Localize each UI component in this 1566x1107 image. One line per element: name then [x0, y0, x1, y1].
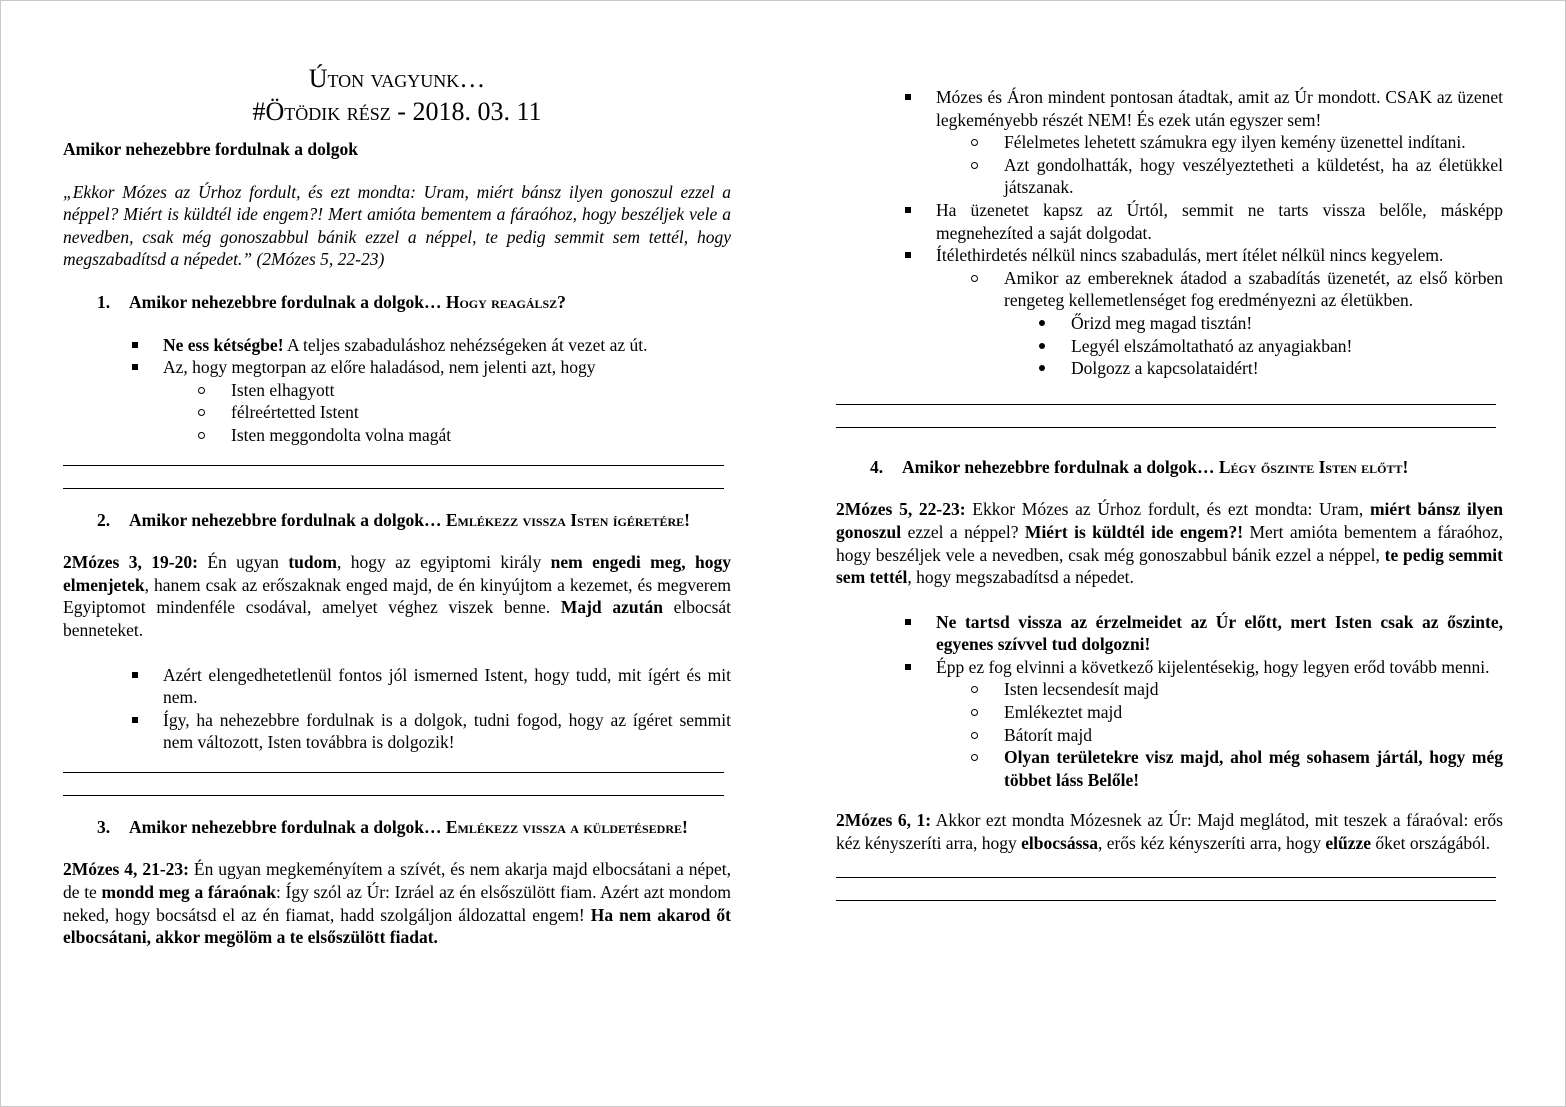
text-run: Mert amióta bementem a fáraóhoz, hogy beszéljek vele a nevedben, csak még gonoszabbul bánik ezzel a néppel, — [836, 521, 1503, 565]
square-bullet-icon — [905, 94, 911, 100]
text-run: , hogy megszabadítsd a népedet. — [907, 567, 1134, 588]
square-bullet-icon — [132, 672, 138, 678]
left-column — [63, 62, 731, 971]
list-item — [836, 357, 1503, 380]
section-4-bullets — [836, 611, 1503, 792]
title-line-1: Úton vagyunk… — [308, 64, 486, 93]
list-item — [63, 356, 731, 446]
notes-lines — [63, 772, 731, 796]
right-column — [836, 86, 1503, 921]
section-number: 1. — [97, 291, 111, 312]
note-line — [63, 772, 724, 773]
square-bullet-icon — [905, 619, 911, 625]
sub-bullets — [163, 379, 731, 447]
verse-text — [836, 810, 1503, 853]
list-item — [836, 244, 1503, 380]
bullet-text: Dolgozz a kapcsolataidért! — [1071, 358, 1259, 379]
section-number: 2. — [97, 509, 111, 530]
list-item — [63, 334, 731, 357]
bullet-text: Legyél elszámoltatható az anyagiakban! — [1071, 335, 1353, 356]
heading-smallcaps: Emlékezz vissza Isten ígéretére! — [445, 509, 690, 530]
bold-run: Ha nem akarod őt elbocsátani, akkor megölöm a te elsőszülött fiadat. — [63, 904, 732, 948]
bold-run: miért bánsz ilyen gonoszul — [836, 499, 1503, 542]
list-item — [836, 701, 1503, 724]
dot-bullet-icon — [1039, 343, 1045, 349]
bullet-text: Ha üzenetet kapsz az Úrtól, semmit ne tarts vissza belőle, másképp megnehezíted a saját dolgodat. — [936, 199, 1503, 243]
bullet-text: Isten meggondolta volna magát — [231, 424, 452, 445]
list-item — [836, 678, 1503, 701]
text-run: Én ugyan — [197, 552, 289, 573]
list-item — [63, 424, 731, 447]
section-number: 4. — [870, 456, 884, 477]
bullet-text: Ne tartsd vissza az érzelmeidet az Úr előtt, mert Isten csak az őszinte, egyenes szívvel tud dolgozni! — [936, 611, 1503, 655]
text-run: , hanem csak az erőszaknak enged majd, de én kinyújtom a kezemet, és megverem Egyiptomot mindenféle csodával, amelyet véghez viszek benne. — [63, 574, 731, 618]
list-item — [836, 656, 1503, 792]
list-item — [836, 611, 1503, 656]
text-run: őket országából. — [1371, 833, 1491, 854]
section-1-bullets — [63, 334, 731, 447]
bullet-text: Így, ha nehezebbre fordulnak is a dolgok, tudni fogod, hogy az ígéret semmit nem változott, Isten továbbra is dolgozik! — [163, 709, 731, 753]
circle-bullet-icon — [971, 732, 978, 739]
square-bullet-icon — [905, 664, 911, 670]
square-bullet-icon — [905, 207, 911, 213]
text-run: ezzel a néppel? — [901, 521, 1025, 542]
text-run: , erős kéz kényszeríti arra, hogy — [1097, 833, 1326, 854]
list-item — [63, 664, 731, 709]
note-line — [836, 877, 1496, 878]
list-item — [836, 335, 1503, 358]
text-run: Én ugyan megkeményítem a szívét, és nem akarja majd elbocsátani a népet, de te — [63, 859, 731, 903]
bullet-text: félreértetted Istent — [231, 402, 359, 423]
square-bullet-icon — [132, 717, 138, 723]
circle-bullet-icon — [971, 162, 978, 169]
heading-smallcaps: Emlékezz vissza a küldetésedre! — [445, 816, 688, 837]
list-item — [836, 724, 1503, 747]
list-item — [836, 154, 1503, 199]
list-item — [836, 131, 1503, 154]
list-item — [836, 746, 1503, 791]
bullet-text: Épp ez fog elvinni a következő kijelentésekig, hogy legyen erőd tovább menni. — [936, 656, 1490, 677]
circle-bullet-icon — [198, 387, 205, 394]
heading-bold: Amikor nehezebbre fordulnak a dolgok… — [129, 291, 442, 312]
section-2-heading — [97, 509, 731, 532]
section-3-heading — [97, 816, 731, 839]
bullet-text: Olyan területekre visz majd, ahol még sohasem jártál, hogy még többet láss Belőle! — [1004, 747, 1503, 790]
list-item — [63, 709, 731, 754]
bullet-text: Az, hogy megtorpan az előre haladásod, nem jelenti azt, hogy — [163, 357, 596, 378]
section-4-verse — [836, 498, 1503, 588]
section-1-heading — [97, 291, 731, 314]
note-line — [63, 795, 724, 796]
list-item — [836, 267, 1503, 380]
circle-bullet-icon — [198, 432, 205, 439]
bold-run: nem engedi meg, hogy elmenjetek — [63, 552, 731, 595]
verse-reference: 2Mózes 6, 1: — [836, 810, 932, 831]
title-line-2: #Ötödik rész - 2018. 03. 11 — [252, 97, 542, 126]
section-3-verse — [63, 858, 731, 948]
text-run: elbocsát benneteket. — [63, 597, 732, 640]
square-bullet-icon — [132, 342, 138, 348]
circle-bullet-icon — [971, 139, 978, 146]
bullet-text: Isten lecsendesít majd — [1004, 679, 1159, 700]
circle-bullet-icon — [198, 409, 205, 416]
bullet-text: Azért elengedhetetlenül fontos jól ismerned Istent, hogy tudd, mit ígért és mit nem. — [163, 664, 731, 708]
heading-bold: Amikor nehezebbre fordulnak a dolgok… — [129, 509, 442, 530]
notes-lines — [63, 465, 731, 489]
bullet-bold: Ne ess kétségbe! — [163, 334, 284, 355]
bullet-text: Őrizd meg magad tisztán! — [1071, 312, 1253, 333]
list-item — [63, 379, 731, 402]
circle-bullet-icon — [971, 686, 978, 693]
bold-run: Miért is küldtél ide engem?! — [1024, 521, 1244, 542]
sub-sub-bullets — [1004, 312, 1503, 380]
intro-quote: „Ekkor Mózes az Úrhoz fordult, és ezt mondta: Uram, miért bánsz ilyen gonoszul ezzel a néppel? Miért is küldtél ide engem?! Mert amióta bementem a fáraóhoz, hogy beszéljek vele a nevedben, csak még gonoszabbul bánik ezzel a néppel, te pedig semmit sem tettél, hogy megszabadítsd a népedet.” (2Mózes 5, 22-23) — [63, 181, 731, 270]
bullet-text: Bátorít majd — [1004, 724, 1092, 745]
bold-run: te pedig semmit sem tettél — [836, 544, 1503, 588]
note-line — [63, 465, 724, 466]
text-run: Akkor ezt mondta Mózesnek az Úr: Majd meglátod, mit teszek a fáraóval: erős kéz kényszeríti arra, hogy — [836, 810, 1503, 854]
sub-bullets — [936, 131, 1503, 199]
heading-smallcaps: Légy őszinte Isten előtt! — [1218, 456, 1409, 477]
bold-run: elűzze — [1325, 833, 1372, 854]
section-number: 3. — [97, 816, 111, 837]
bold-run: tudom — [288, 552, 337, 573]
square-bullet-icon — [905, 252, 911, 258]
heading-bold: Amikor nehezebbre fordulnak a dolgok… — [129, 816, 442, 837]
sub-bullets — [936, 678, 1503, 791]
bullet-text: Emlékeztet majd — [1004, 702, 1123, 723]
verse-reference: 2Mózes 4, 21-23: — [63, 859, 189, 880]
bold-run: Majd azután — [560, 597, 663, 618]
circle-bullet-icon — [971, 709, 978, 716]
bullet-text: A teljes szabaduláshoz nehézségeken át vezet az út. — [283, 334, 648, 355]
circle-bullet-icon — [971, 275, 978, 282]
list-item — [836, 86, 1503, 199]
intro-heading: Amikor nehezebbre fordulnak a dolgok — [63, 139, 358, 159]
section-4-verse-2 — [836, 809, 1503, 854]
heading-bold: Amikor nehezebbre fordulnak a dolgok… — [902, 456, 1215, 477]
bold-run: mondd meg a fáraónak — [101, 882, 276, 903]
document-title — [63, 62, 731, 128]
text-run: Ekkor Mózes az Úrhoz fordult, és ezt mondta: Uram, — [965, 499, 1370, 520]
text-run: , hogy az egyiptomi király — [336, 552, 551, 573]
list-item — [63, 401, 731, 424]
note-line — [836, 404, 1496, 405]
verse-reference: 2Mózes 5, 22-23: — [836, 499, 966, 520]
verse-reference: 2Mózes 3, 19-20: — [63, 552, 198, 573]
heading-smallcaps: Hogy reagálsz? — [445, 291, 566, 312]
section-2-bullets — [63, 664, 731, 754]
bullet-text: Azt gondolhatták, hogy veszélyeztetheti a küldetést, ha az életükkel játszanak. — [1004, 154, 1503, 198]
note-line — [836, 900, 1496, 901]
section-4-heading — [870, 456, 1503, 479]
notes-lines — [836, 404, 1503, 428]
dot-bullet-icon — [1039, 365, 1045, 371]
text-run: : Így szól az Úr: Izráel az én elsőszülött fiam. Azért azt mondom neked, hogy bocsátsd el az én fiamat, hadd szolgáljon áldozattal engem! — [63, 882, 731, 925]
section-3-bullets — [836, 86, 1503, 380]
bullet-text: Amikor az embereknek átadod a szabadítás üzenetét, az első körben rengeteg kellemetlenséget fog eredményezni az életükben. — [1004, 267, 1503, 311]
bullet-text: Félelmetes lehetett számukra egy ilyen kemény üzenettel indítani. — [1004, 132, 1466, 153]
dot-bullet-icon — [1039, 320, 1045, 326]
bullet-text: Ítélethirdetés nélkül nincs szabadulás, mert ítélet nélkül nincs kegyelem. — [936, 245, 1444, 266]
sub-bullets — [936, 267, 1503, 380]
list-item — [836, 312, 1503, 335]
notes-lines — [836, 877, 1503, 901]
section-2-verse — [63, 551, 731, 641]
list-item — [836, 199, 1503, 244]
square-bullet-icon — [132, 364, 138, 370]
note-line — [63, 488, 724, 489]
bullet-text: Isten elhagyott — [231, 379, 335, 400]
circle-bullet-icon — [971, 754, 978, 761]
bullet-text: Mózes és Áron mindent pontosan átadtak, amit az Úr mondott. CSAK az üzenet legkeményebb részét NEM! És ezek után egyszer sem! — [936, 87, 1503, 130]
bold-run: elbocsássa — [1021, 833, 1098, 854]
note-line — [836, 427, 1496, 428]
